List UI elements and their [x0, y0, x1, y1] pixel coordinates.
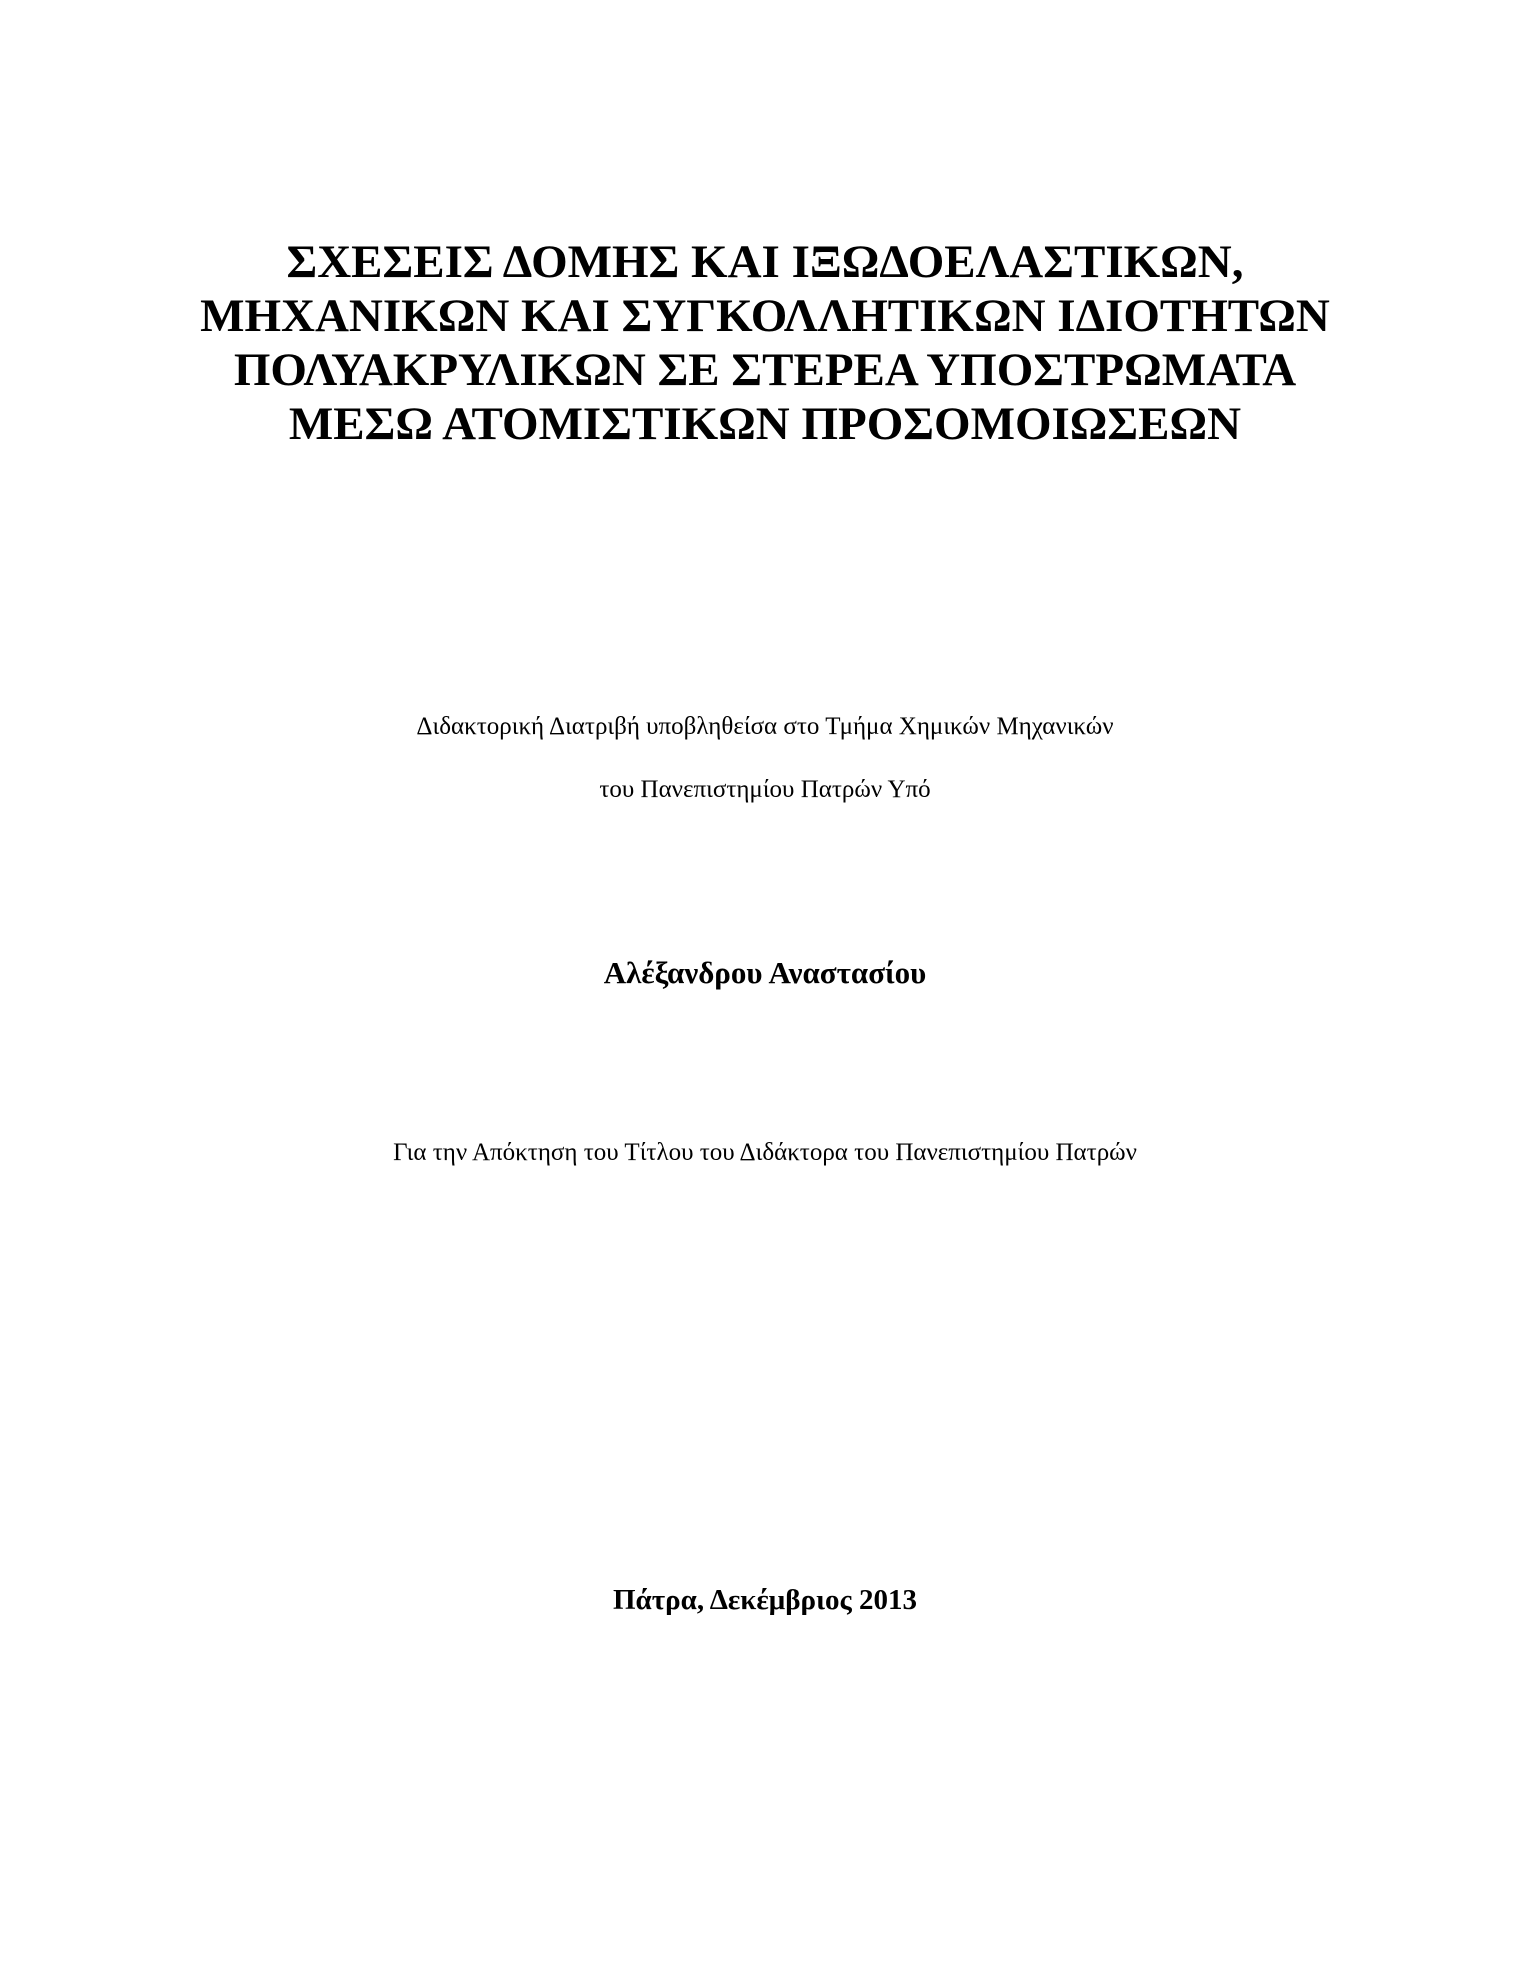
title-line-3: ΠΟΛΥΑΚΡΥΛΙΚΩΝ ΣΕ ΣΤΕΡΕΑ ΥΠΟΣΤΡΩΜΑΤΑ — [233, 344, 1297, 396]
submission-statement-line-1: Διδακτορική Διατριβή υποβληθείσα στο Τμήμα Χημικών Μηχανικών — [416, 713, 1114, 740]
place-and-date: Πάτρα, Δεκέμβριος 2013 — [613, 1584, 917, 1616]
title-line-1: ΣΧΕΣΕΙΣ ΔΟΜΗΣ ΚΑΙ ΙΞΩΔΟΕΛΑΣΤΙΚΩΝ, — [286, 236, 1244, 288]
degree-statement: Για την Απόκτηση του Τίτλου του Διδάκτορα του Πανεπιστημίου Πατρών — [393, 1139, 1137, 1166]
author-name: Αλέξανδρου Αναστασίου — [603, 955, 927, 990]
thesis-title — [0, 235, 1530, 451]
submission-statement-line-2: του Πανεπιστημίου Πατρών Υπό — [599, 776, 931, 803]
title-line-4: ΜΕΣΩ ΑΤΟΜΙΣΤΙΚΩΝ ΠΡΟΣΟΜΟΙΩΣΕΩΝ — [288, 398, 1242, 450]
title-line-2: ΜΗΧΑΝΙΚΩΝ ΚΑΙ ΣΥΓΚΟΛΛΗΤΙΚΩΝ ΙΔΙΟΤΗΤΩΝ — [200, 290, 1330, 342]
